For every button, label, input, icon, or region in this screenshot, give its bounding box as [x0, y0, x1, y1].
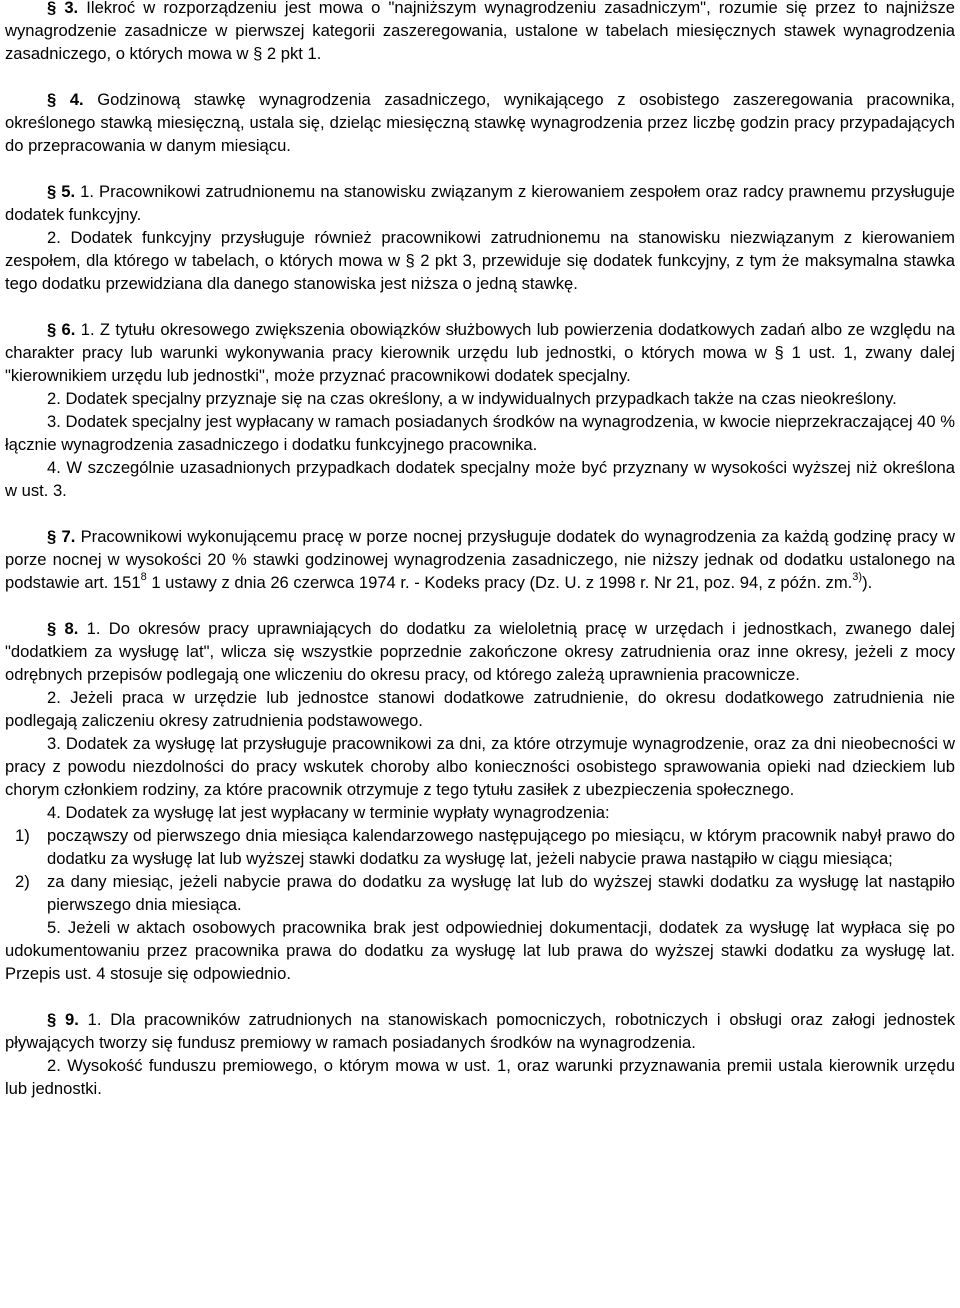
list-item-text: za dany miesiąc, jeżeli nabycie prawa do dodatku za wysługę lat lub do wyższej stawki dodatku za wysługę lat nastąpiło pierwszego dnia miesiąca.: [47, 872, 955, 914]
list-item-number: 2): [15, 872, 30, 891]
paragraph-text: 1. Dla pracowników zatrudnionych na stanowiskach pomocniczych, robotniczych i obsługi oraz załogi jednostek pływających tworzy się fundusz premiowy w ramach posiadanych środków na wynagrodzenia.: [5, 1010, 955, 1052]
paragraph-text-a: Pracownikowi wykonującemu pracę w porze nocnej przysługuje dodatek do wynagrodzenia za każdą godzinę pracy w porze nocnej w wysokości 20 % stawki godzinowej wynagrodzenia zasadniczego, nie niższy jednak od dodatku ustalonego na podstawie art. 151: [5, 527, 955, 592]
list-item: [5, 870, 955, 916]
paragraph-6-ust-1: [5, 318, 955, 387]
paragraph-8-ust-1: [5, 617, 955, 686]
section-mark: § 7.: [47, 527, 76, 546]
paragraph-9-ust-2: 2. Wysokość funduszu premiowego, o którym mowa w ust. 1, oraz warunki przyznawania premii ustala kierownik urzędu lub jednostki.: [5, 1056, 955, 1098]
section-mark: § 8.: [47, 619, 79, 638]
section-mark: § 6.: [47, 320, 76, 339]
list-item-text: począwszy od pierwszego dnia miesiąca kalendarzowego następującego po miesiącu, w którym pracownik nabył prawo do dodatku za wysługę lat lub wyższej stawki dodatku za wysługę lat, jeżeli nabycie prawa nastąpiło w ciągu miesiąca;: [47, 826, 955, 868]
superscript-8: 8: [140, 571, 147, 584]
paragraph-5-ust-2: 2. Dodatek funkcyjny przysługuje również pracownikowi zatrudnionemu na stanowisku niezwiązanym z kierowaniem zespołem, dla którego w tabelach, o których mowa w § 2 pkt 3, przewiduje się dodatek funkcyjny, z tym że maksymalna stawka tego dodatku przewidziana dla danego stanowiska jest niższa o jedną stawkę.: [5, 228, 955, 293]
paragraph-4: [5, 88, 955, 157]
paragraph-9-ust-1: [5, 1008, 955, 1054]
list-item-number: 1): [15, 826, 30, 845]
section-mark: § 9.: [47, 1010, 79, 1029]
section-mark: § 3.: [47, 0, 79, 17]
section-mark: § 5.: [47, 182, 76, 201]
paragraph-3: [5, 0, 955, 65]
paragraph-text-b: 1 ustawy z dnia 26 czerwca 1974 r. - Kodeks pracy (Dz. U. z 1998 r. Nr 21, poz. 94, z późn. zm.: [146, 573, 853, 592]
paragraph-text: Ilekroć w rozporządzeniu jest mowa o "najniższym wynagrodzeniu zasadniczym", rozumie się przez to najniższe wynagrodzenie zasadnicze w pierwszej kategorii zaszeregowania, ustalone w tabelach miesięcznych stawek wynagrodzenia zasadniczego, o których mowa w § 2 pkt 1.: [5, 0, 955, 63]
paragraph-text: 1. Pracownikowi zatrudnionemu na stanowisku związanym z kierowaniem zespołem oraz radcy prawnemu przysługuje dodatek funkcyjny.: [5, 182, 955, 224]
paragraph-6-ust-3: 3. Dodatek specjalny jest wypłacany w ramach posiadanych środków na wynagrodzenia, w kwocie nieprzekraczającej 40 % łącznie wynagrodzenia zasadniczego i dodatku funkcyjnego pracownika.: [5, 412, 955, 454]
paragraph-6-ust-4: 4. W szczególnie uzasadnionych przypadkach dodatek specjalny może być przyznany w wysokości wyższej niż określona w ust. 3.: [5, 458, 955, 500]
paragraph-5-ust-1: [5, 180, 955, 226]
paragraph-8-ust-2: 2. Jeżeli praca w urzędzie lub jednostce stanowi dodatkowe zatrudnienie, do okresu dodatkowego zatrudnienia nie podlegają zaliczeniu okresy zatrudnienia podstawowego.: [5, 688, 955, 730]
paragraph-8-ust-3: 3. Dodatek za wysługę lat przysługuje pracownikowi za dni, za które otrzymuje wynagrodzenie, oraz za dni nieobecności w pracy z powodu niezdolności do pracy wskutek choroby albo konieczności osobistego sprawowania opieki nad dzieckiem lub chorym członkiem rodziny, za które pracownik otrzymuje z tego tytułu zasiłek z ubezpieczenia społecznego.: [5, 734, 955, 799]
paragraph-7: [5, 525, 955, 594]
paragraph-text: Godzinową stawkę wynagrodzenia zasadniczego, wynikającego z osobistego zaszeregowania pracownika, określonego stawką miesięczną, ustala się, dzieląc miesięczną stawkę wynagrodzenia przez liczbę godzin pracy przypadających do przepracowania w danym miesiącu.: [5, 90, 955, 155]
paragraph-8-ust-4: 4. Dodatek za wysługę lat jest wypłacany w terminie wypłaty wynagrodzenia:: [47, 803, 610, 822]
paragraph-text: 1. Z tytułu okresowego zwiększenia obowiązków służbowych lub powierzenia dodatkowych zadań albo ze względu na charakter pracy lub warunki wykonywania pracy kierownik urzędu lub jednostki, o których mowa w § 1 ust. 1, zwany dalej "kierownikiem urzędu lub jednostki", może przyznać pracownikowi dodatek specjalny.: [5, 320, 955, 385]
section-mark: § 4.: [47, 90, 84, 109]
paragraph-8-ust-5: 5. Jeżeli w aktach osobowych pracownika brak jest odpowiedniej dokumentacji, dodatek za wysługę lat wypłaca się po udokumentowaniu przez pracownika prawa do dodatku za wysługę lat lub prawa do wyższej stawki dodatku za wysługę lat. Przepis ust. 4 stosuje się odpowiednio.: [5, 918, 955, 983]
paragraph-text-c: ).: [862, 573, 873, 592]
paragraph-6-ust-2: 2. Dodatek specjalny przyznaje się na czas określony, a w indywidualnych przypadkach także na czas nieokreślony.: [47, 389, 897, 408]
footnote-ref: 3): [852, 571, 863, 584]
list-item: [5, 824, 955, 870]
paragraph-text: 1. Do okresów pracy uprawniających do dodatku za wieloletnią pracę w urzędach i jednostkach, zwanego dalej "dodatkiem za wysługę lat", wlicza się wszystkie poprzednie zakończone okresy zatrudnienia oraz inne okresy, jeżeli z mocy odrębnych przepisów podlegają one wliczeniu do okresu pracy, od którego zależą uprawnienia pracownicze.: [5, 619, 955, 684]
